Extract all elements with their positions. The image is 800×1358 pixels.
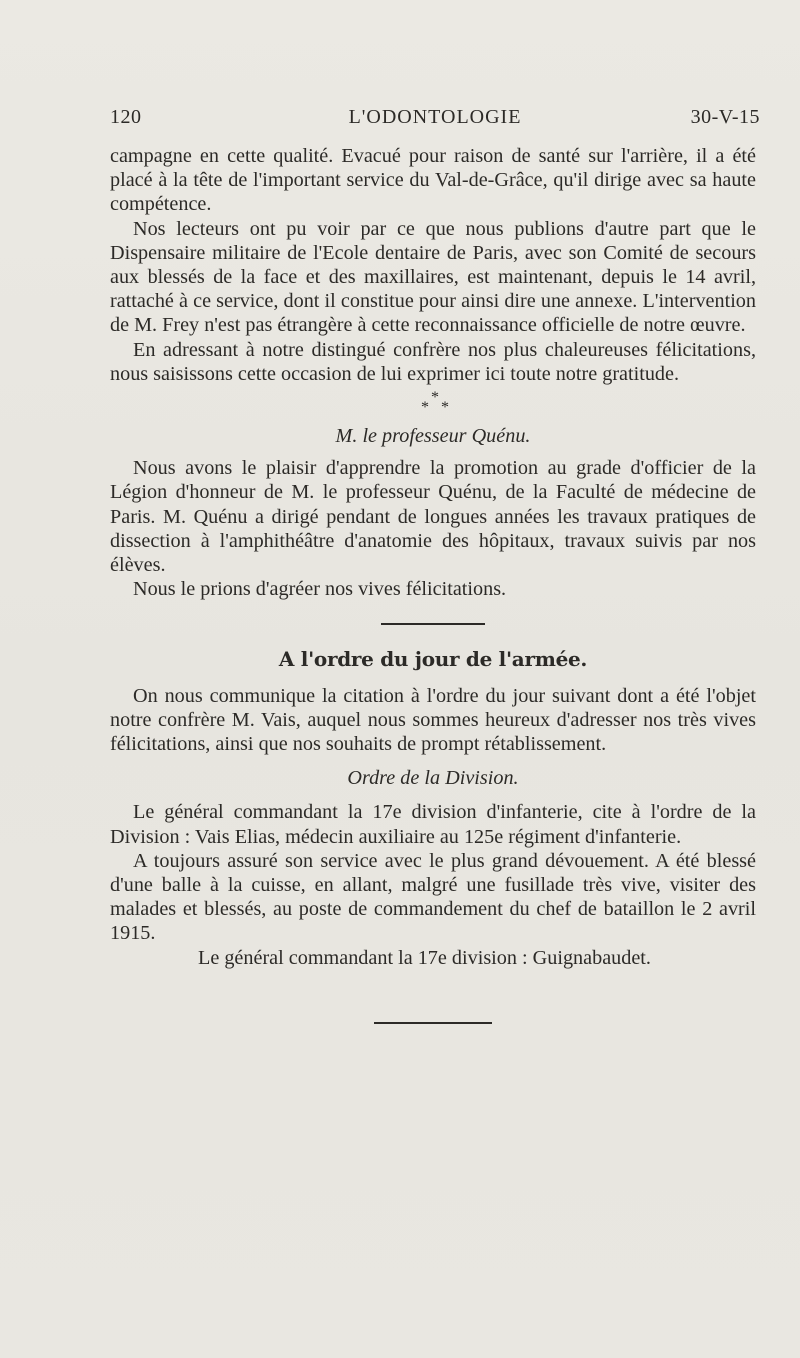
- paragraph: Nous avons le plaisir d'apprendre la promotion au grade d'officier de la Légion d'honneur de M. le professeur Quénu, de la Faculté de médecine de Paris. M. Quénu a dirigé pendant de longues années les travaux pratiques de dissection à l'amphithéâtre d'anatomie des hôpitaux, travaux suivis par nos élèves.: [110, 457, 756, 577]
- asterism-divider: [110, 386, 756, 424]
- paragraph: En adressant à notre distingué confrère nos plus chaleureuses félicitations, nous saisissons cette occasion de lui exprimer ici toute notre gratitude.: [110, 338, 756, 385]
- issue-date: 30-V-15: [690, 106, 760, 128]
- asterisk: *: [441, 399, 449, 417]
- paragraph: A toujours assuré son service avec le plus grand dévouement. A été blessé d'une balle à la cuisse, en allant, malgré une fusillade très vive, visiter des malades et blessés, au poste de commandement du chef de bataillon le 2 avril 1915.: [110, 849, 756, 945]
- paragraph: campagne en cette qualité. Evacué pour raison de santé sur l'arrière, il a été placé à la tête de l'important service du Val-de-Grâce, qu'il dirige avec sa haute compétence.: [110, 145, 756, 216]
- asterisk: *: [431, 389, 439, 407]
- running-header: [110, 106, 760, 132]
- paragraph: Nos lecteurs ont pu voir par ce que nous publions d'autre part que le Dispensaire militaire de l'Ecole dentaire de Paris, avec son Comité de secours aux blessés de la face et des maxillaires, est maintenant, depuis le 14 avril, rattaché à ce service, dont il constitue pour ainsi dire une annexe. L'intervention de M. Frey n'est pas étrangère à cette reconnaissance officielle de notre œuvre.: [110, 217, 756, 337]
- paragraph: On nous communique la citation à l'ordre du jour suivant dont a été l'objet notre confrère M. Vais, auquel nous sommes heureux d'adresser nos très vives félicitations, ainsi que nos souhaits de prompt rétablissement.: [110, 684, 756, 756]
- page-number: 120: [110, 106, 142, 128]
- section-heading-quenu: M. le professeur Quénu.: [335, 425, 531, 448]
- paragraph: Le général commandant la 17e division d'infanterie, cite à l'ordre de la Division : Vais Elias, médecin auxiliaire au 125e régiment d'infanterie.: [110, 801, 756, 848]
- horizontal-rule: [374, 1022, 492, 1024]
- asterisk: *: [421, 399, 429, 417]
- signature: Le général commandant la 17e division : Guignabaudet.: [198, 946, 651, 969]
- subheading-ordre: Ordre de la Division.: [347, 767, 519, 790]
- article-body: [110, 144, 756, 1024]
- section-heading-armee: A l'ordre du jour de l'armée.: [278, 647, 588, 672]
- journal-title: L'ODONTOLOGIE: [348, 106, 522, 128]
- paragraph: Nous le prions d'agréer nos vives félicitations.: [133, 578, 507, 601]
